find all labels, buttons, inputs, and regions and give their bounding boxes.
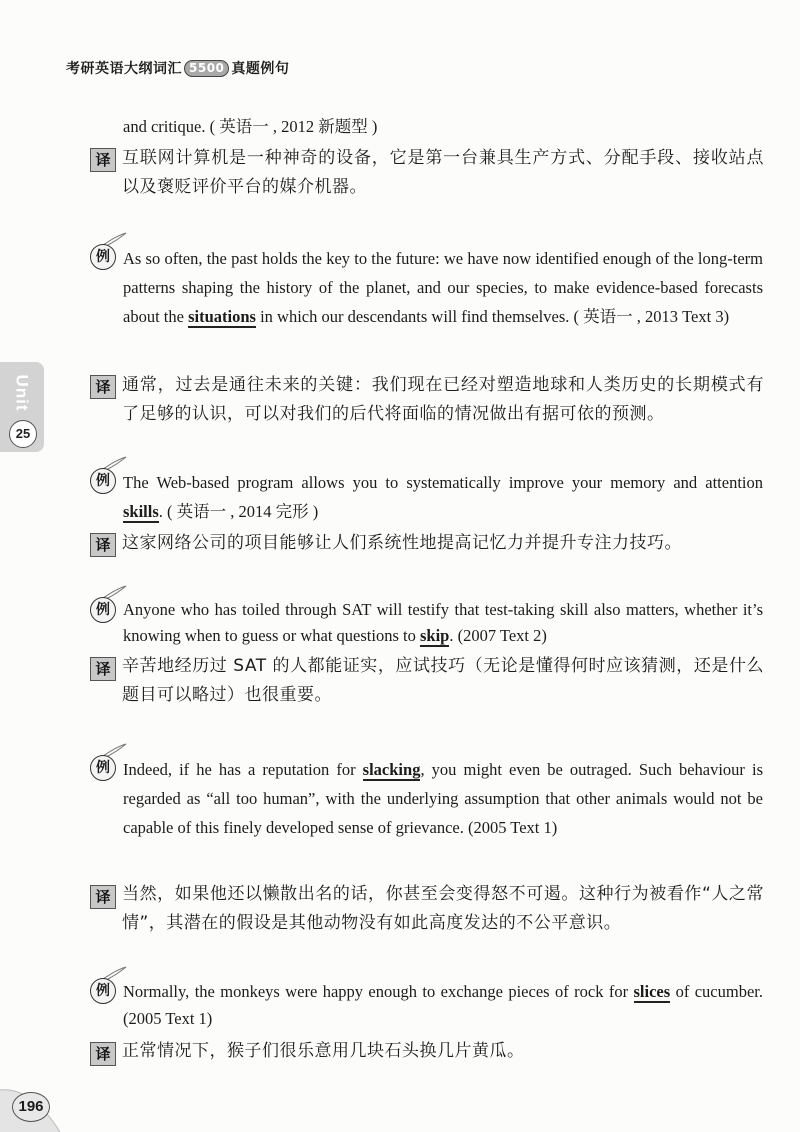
example-label: 例	[88, 232, 128, 270]
keyword: skip	[419, 626, 450, 645]
translation-label: 译	[90, 657, 116, 681]
example-sentence: Indeed, if he has a reputation for slacking, you might even be outraged. Such behaviour is regarded as “all too human”, with the underlying assumption that other animals would not be capable of this finely developed sense of grievance. (2005 Text 1)	[123, 760, 764, 837]
example-sentence: The Web-based program allows you to systematically improve your memory and attention skills. ( 英语一 , 2014 完形 )	[123, 473, 763, 521]
translation-text: 通常，过去是通往未来的关键：我们现在已经对塑造地球和人类历史的长期模式有了足够的认识，可以对我们的后代将面临的情况做出有据可依的预测。	[122, 375, 764, 424]
example-sentence-continued: and critique. ( 英语一 , 2012 新题型 )	[123, 117, 378, 136]
unit-number: 25	[9, 420, 37, 448]
translation-label: 译	[90, 148, 116, 172]
keyword: skills	[123, 502, 159, 521]
unit-label: Unit	[13, 374, 33, 412]
header-title: 考研英语大纲词汇	[66, 61, 182, 77]
keyword: slacking	[362, 760, 421, 779]
example-label: 例	[88, 743, 128, 781]
keyword: situations	[188, 307, 256, 326]
translation-text: 正常情况下，猴子们很乐意用几块石头换几片黄瓜。	[122, 1041, 525, 1061]
example-label: 例	[88, 585, 128, 623]
unit-side-tab	[0, 362, 44, 452]
example-sentence: As so often, the past holds the key to the future: we have now identified enough of the long-term patterns shaping the history of the planet, and our species, to make evidence-based forecasts about the situations in which our descendants will find themselves. ( 英语一 , 2013 Text 3)	[123, 249, 763, 326]
example-label: 例	[88, 456, 128, 494]
translation-text: 这家网络公司的项目能够让人们系统性地提高记忆力并提升专注力技巧。	[122, 533, 682, 553]
translation-label: 译	[90, 375, 116, 399]
example-sentence: Normally, the monkeys were happy enough to exchange pieces of rock for slices of cucumber. (2005 Text 1)	[123, 982, 763, 1028]
translation-label: 译	[90, 533, 116, 557]
header-count-badge: 5500	[184, 60, 229, 77]
translation-text: 互联网计算机是一种神奇的设备，它是第一台兼具生产方式、分配手段、接收站点以及褒贬评价平台的媒介机器。	[122, 148, 764, 197]
example-sentence: Anyone who has toiled through SAT will testify that test-taking skill also matters, whether it’s knowing when to guess or what questions to skip. (2007 Text 2)	[123, 600, 763, 645]
running-header	[66, 58, 289, 78]
header-subtitle: 真题例句	[231, 61, 290, 77]
page-number: 196	[12, 1092, 50, 1122]
keyword: slices	[633, 982, 671, 1001]
translation-label: 译	[90, 1042, 116, 1066]
translation-label: 译	[90, 885, 116, 909]
translation-text: 当然，如果他还以懒散出名的话，你甚至会变得怒不可遏。这种行为被看作“人之常情”，其潜在的假设是其他动物没有如此高度发达的不公平意识。	[122, 884, 764, 933]
translation-text: 辛苦地经历过 SAT 的人都能证实，应试技巧（无论是懂得何时应该猜测，还是什么题目可以略过）也很重要。	[122, 656, 764, 705]
example-label: 例	[88, 966, 128, 1004]
